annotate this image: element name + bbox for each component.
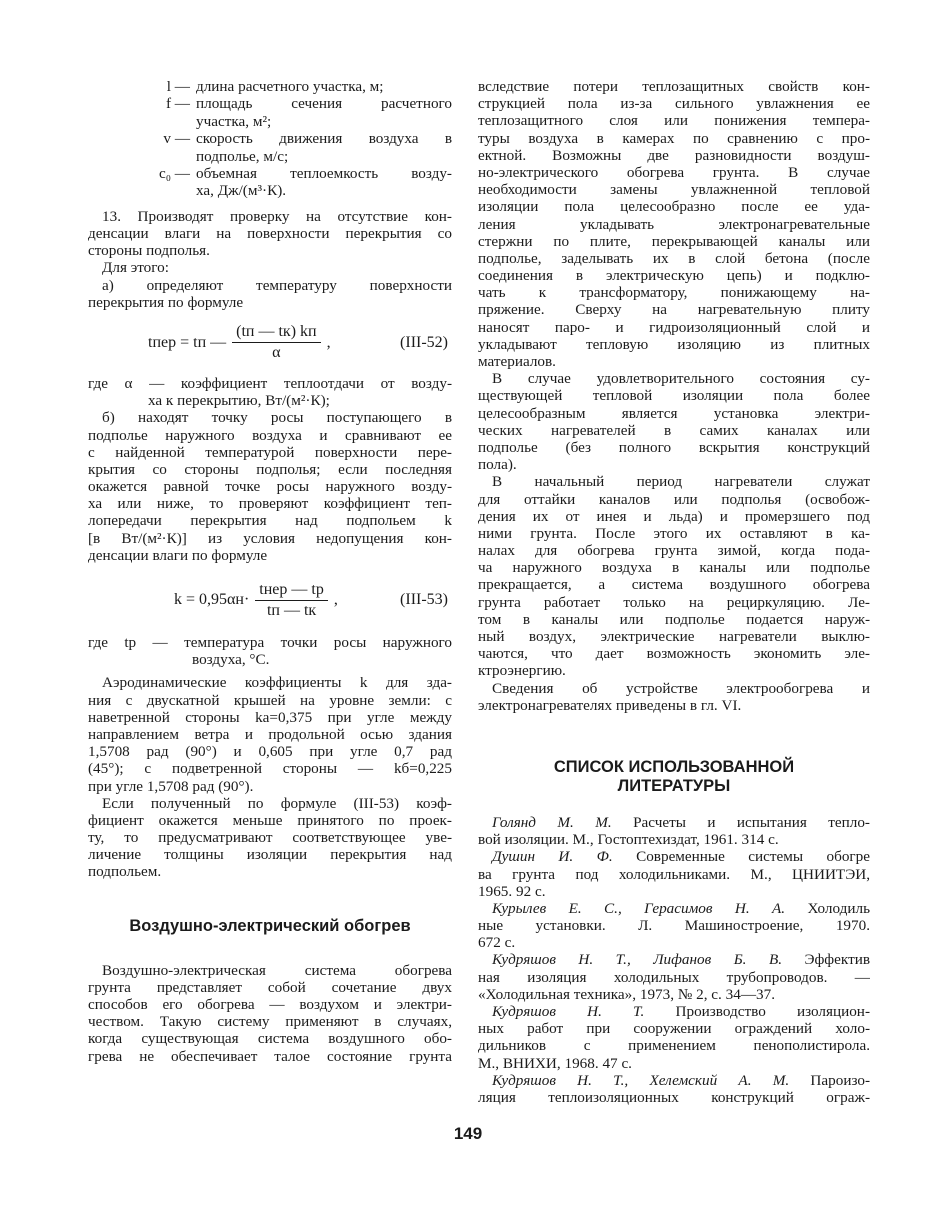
paragraph-satisfactory bbox=[478, 370, 870, 473]
text-line: наносят паро- и гидроизоляционный слой и bbox=[478, 318, 870, 336]
reference-text: 672 с. bbox=[478, 934, 516, 952]
variable-definitions bbox=[88, 78, 452, 200]
text-line: налах для обогрева грунта зимой, когда пода- bbox=[478, 542, 870, 560]
text-line: для оттайки каналов или подполья (освобож- bbox=[478, 490, 870, 508]
definition-text: подполье, м/с; bbox=[196, 147, 289, 165]
text-line: ления укладывать электронагревательные bbox=[478, 215, 870, 233]
text-line: В случае удовлетворительного состояния су- bbox=[492, 370, 870, 388]
paragraph-initial-period bbox=[478, 473, 870, 679]
text-line: струкцией пола из-за сильного увлажнения ее bbox=[478, 95, 870, 113]
reference-item bbox=[478, 848, 870, 900]
reference-author: Кудряшов Н. Т., Лифанов Б. В. bbox=[492, 951, 783, 969]
reference-author: Голянд М. М. bbox=[492, 813, 612, 831]
reference-text: вой изоляции. М., Гостоптехиздат, 1961. 314 с. bbox=[478, 831, 779, 849]
text-line: ектной. Возможны две разновидности воздуш- bbox=[478, 146, 870, 164]
formula-numerator: tнер — tр bbox=[255, 581, 328, 601]
left-column bbox=[88, 78, 452, 1065]
text-line: окажется равной точке росы наружного возду- bbox=[88, 478, 452, 496]
paragraph-13 bbox=[88, 208, 452, 260]
paragraph-if bbox=[88, 795, 452, 881]
text-line: личение толщины изоляции перекрытия над bbox=[88, 846, 452, 864]
paragraph-continued bbox=[478, 78, 870, 370]
formula-fraction bbox=[232, 323, 320, 362]
definition-f bbox=[88, 95, 452, 112]
references-heading-line: ЛИТЕРАТУРЫ bbox=[617, 776, 731, 795]
where-alpha bbox=[88, 375, 452, 409]
formula-iii-52: tпер = tп — $\frac{(tп — tк) kп}{\alpha}$ , (III-52) bbox=[88, 321, 452, 365]
text-line: фициент окажется меньше принятого по проек- bbox=[88, 811, 452, 829]
definition-symbol: v — bbox=[163, 130, 190, 148]
reference-text: ва грунта под холодильниками. М., ЦНИИТЭИ, bbox=[478, 865, 870, 883]
text-line: 13. Производят проверку на отсутствие кон- bbox=[102, 207, 452, 225]
text-line: 1,5708 рад (90°) и 0,605 при угле 0,7 рад bbox=[88, 743, 452, 761]
reference-item bbox=[478, 900, 870, 952]
text-line: необходимости замены увлажненной тепловой bbox=[478, 181, 870, 199]
text-line: ния с двускатной крышей на уровне земли: с bbox=[88, 691, 452, 709]
reference-text: «Холодильная техника», 1973, № 2, с. 34—37. bbox=[478, 985, 775, 1003]
where-tp bbox=[88, 634, 452, 668]
text-line: воздуха, °С. bbox=[192, 651, 270, 669]
text-line: наветренной стороны kа=0,375 при угле между bbox=[88, 708, 452, 726]
text-line: Аэродинамические коэффициенты k для зда- bbox=[102, 674, 452, 692]
text-line: изоляции пола целесообразно после ее уда- bbox=[478, 198, 870, 216]
definition-symbol: c₀ — bbox=[158, 165, 190, 183]
reference-text: Холодиль bbox=[807, 899, 870, 917]
text-line: пряжение. Сверху на нагревательную плиту bbox=[478, 301, 870, 319]
text-line: способов его обогрева — воздухом и электри- bbox=[88, 996, 452, 1014]
definition-text: ха, Дж/(м³·К). bbox=[196, 182, 287, 200]
reference-author: Кудряшов Н. Т., Хелемский А. М. bbox=[492, 1071, 790, 1089]
text-line: [в Вт/(м²·К)] из условия недопущения кон- bbox=[88, 529, 452, 547]
text-line: с найденной температурой поверхности пере- bbox=[88, 443, 452, 461]
formula-iii-53 bbox=[88, 578, 452, 622]
text-line: Если полученный по формуле (III-53) коэф- bbox=[102, 794, 452, 812]
formula-number: (III-52) bbox=[400, 333, 448, 351]
reference-text: Расчеты и испытания тепло- bbox=[633, 813, 870, 831]
text-line: чеством. Такую систему применяют в случаях, bbox=[88, 1013, 452, 1031]
text-line: ктроэнергию. bbox=[478, 662, 566, 680]
text-line: лопередачи перекрытия над подпольем k bbox=[88, 512, 452, 530]
reference-item bbox=[478, 1003, 870, 1072]
definition-text: участка, м²; bbox=[196, 112, 272, 130]
text-line: ними грунта. После этого их оставляют в ка- bbox=[478, 524, 870, 542]
text-line: грунта представляет собой сочетание двух bbox=[88, 978, 452, 996]
definition-text: длина расчетного участка, м; bbox=[196, 78, 384, 95]
reference-text: 1965. 92 с. bbox=[478, 882, 546, 900]
references-list bbox=[478, 814, 870, 1106]
text-line: б) находят точку росы поступающего в bbox=[102, 409, 452, 427]
text-line: стороны подполья. bbox=[88, 242, 210, 260]
text-line: денсации влаги по формуле bbox=[88, 546, 268, 564]
text-line: пола). bbox=[478, 456, 517, 474]
formula-lhs: tпер = tп — bbox=[148, 333, 227, 351]
paragraph-info bbox=[478, 680, 870, 714]
text-line: грева не обеспечивает талое состояние грунта bbox=[88, 1047, 452, 1065]
definition-symbol: f — bbox=[165, 95, 190, 113]
definition-l bbox=[88, 78, 452, 95]
text-line: но-электрического обогрева грунта. В случае bbox=[478, 163, 870, 181]
text-line: стержни по плите, перекрывающей каналы или bbox=[478, 232, 870, 250]
text-line: ха или ниже, то проверяют коэффициент теп- bbox=[88, 495, 452, 513]
reference-item bbox=[478, 814, 870, 848]
text-line: подполье наружного воздуха и сравнивают ее bbox=[88, 426, 452, 444]
definition-v bbox=[88, 130, 452, 147]
text-line: крытия со стороны подполья; если последняя bbox=[88, 460, 452, 478]
reference-text: ных работ при сооружении ограждений холо- bbox=[478, 1020, 870, 1038]
paragraph-aero bbox=[88, 674, 452, 794]
text-line: при угле 1,5708 рад (90°). bbox=[88, 777, 254, 795]
text-line: том в каналы или подполье подается наруж- bbox=[478, 610, 870, 628]
definition-symbol: l — bbox=[166, 78, 190, 95]
text-line: а) определяют температуру поверхности bbox=[102, 276, 452, 294]
text-line: материалов. bbox=[478, 353, 556, 370]
definition-text: объемная теплоемкость возду- bbox=[196, 165, 452, 183]
text-line: чаются, что дает возможность экономить эле- bbox=[478, 645, 870, 663]
formula-comma: , bbox=[333, 591, 338, 609]
reference-author: Кудряшов Н. Т. bbox=[492, 1003, 645, 1020]
text-line: ча наружного воздуха в каналы или подполье bbox=[478, 559, 870, 577]
text-line: прекращается, а система воздушного обогрева bbox=[478, 576, 870, 594]
formula-lhs: k = 0,95αн· bbox=[174, 591, 250, 609]
reference-text: ные установки. Л. Машиностроение, 1970. bbox=[478, 917, 870, 935]
reference-text: дильников с применением пенополистирола. bbox=[478, 1037, 870, 1055]
text-line: укладывают тепловую изоляцию из плитных bbox=[478, 335, 870, 353]
reference-author: Курылев Е. С., Герасимов Н. А. bbox=[492, 899, 786, 917]
text-line: когда существующая система воздушного обо- bbox=[88, 1030, 452, 1048]
formula-fraction bbox=[255, 581, 328, 620]
reference-text: Эффектив bbox=[804, 951, 870, 969]
section-heading: Воздушно-электрический обогрев bbox=[129, 916, 411, 935]
definition-text: скорость движения воздуха в bbox=[196, 130, 452, 148]
reference-text: ная изоляция холодильных трубопроводов. — bbox=[478, 968, 870, 986]
text-line: чать к трансформатору, понижающему на- bbox=[478, 284, 870, 302]
text-line: теплозащитного слоя или понижения темпера- bbox=[478, 112, 870, 130]
text-line: ту, то предусматривают соответствующее уве- bbox=[88, 829, 452, 847]
formula-denominator: tп — tк bbox=[266, 601, 317, 619]
text-line: дения их от инея и льда) и промерзшего под bbox=[478, 507, 870, 525]
text-line: целесообразным является установка электри- bbox=[478, 404, 870, 422]
text-line: Воздушно-электрическая система обогрева bbox=[102, 961, 452, 979]
text-line: электронагревателях приведены в гл. VI. bbox=[478, 696, 742, 714]
reference-text: ляция теплоизоляционных конструкций ограж- bbox=[478, 1088, 870, 1106]
formula-number: (III-53) bbox=[400, 591, 448, 609]
definition-c0 bbox=[88, 165, 452, 182]
right-column bbox=[478, 78, 870, 1106]
text-line: подпольем. bbox=[88, 863, 162, 881]
text-line: перекрытия по формуле bbox=[88, 293, 244, 311]
paragraph-a bbox=[88, 277, 452, 311]
definition-text: площадь сечения расчетного bbox=[196, 95, 452, 113]
definition-f-cont bbox=[88, 113, 452, 130]
text-line: ществующей тепловой изоляции пола более bbox=[478, 387, 870, 405]
for-this-line: Для этого: bbox=[102, 259, 169, 277]
reference-text: Производство изоляцион- bbox=[675, 1003, 870, 1020]
text-line: денсации влаги на поверхности перекрытия со bbox=[88, 225, 452, 243]
references-heading-line: СПИСОК ИСПОЛЬЗОВАННОЙ bbox=[553, 757, 795, 776]
text-line: где α — коэффициент теплоотдачи от возду- bbox=[88, 374, 452, 392]
text-line: ха к перекрытию, Вт/(м²·К); bbox=[148, 392, 330, 410]
reference-text: Пароизо- bbox=[810, 1071, 870, 1089]
paragraph-air-electric bbox=[88, 962, 452, 1065]
text-line: (45°); с подветренной стороны — kб=0,225 bbox=[88, 760, 452, 778]
reference-item bbox=[478, 951, 870, 1003]
definition-c0-cont bbox=[88, 182, 452, 199]
text-line: Сведения об устройстве электрообогрева и bbox=[492, 679, 870, 697]
text-line: соединения в электрическую цепь) и подклю- bbox=[478, 267, 870, 285]
formula-numerator: (tп — tк) kп bbox=[232, 323, 320, 343]
text-line: подполье (без полного вскрытия конструкций bbox=[478, 438, 870, 456]
text-line: В начальный период нагреватели служат bbox=[492, 473, 870, 491]
reference-text: Современные системы обогре bbox=[636, 848, 870, 866]
text-line: направлением ветра и продольной осью здания bbox=[88, 725, 452, 743]
references-heading bbox=[478, 758, 870, 796]
text-line: подполье, заделывать их в слой бетона (после bbox=[478, 249, 870, 267]
text-line: где tр — температура точки росы наружного bbox=[88, 634, 452, 652]
reference-author: Душин И. Ф. bbox=[492, 848, 613, 866]
definition-v-cont bbox=[88, 148, 452, 165]
reference-text: М., ВНИХИ, 1968. 47 с. bbox=[478, 1054, 632, 1072]
page-number: 149 bbox=[453, 1124, 483, 1143]
text-line: грунта работает только на рециркуляцию. Ле- bbox=[478, 593, 870, 611]
text-line: ческих нагревателей в самих каналах или bbox=[478, 421, 870, 439]
text-line: туры воздуха в камерах по сравнению с про- bbox=[478, 129, 870, 147]
text-line: ный воздух, электрические нагреватели выклю- bbox=[478, 628, 870, 645]
paragraph-b bbox=[88, 409, 452, 564]
reference-item bbox=[478, 1072, 870, 1106]
formula-denominator: α bbox=[272, 344, 281, 362]
text-line: вследствие потери теплозащитных свойств кон- bbox=[478, 78, 870, 95]
